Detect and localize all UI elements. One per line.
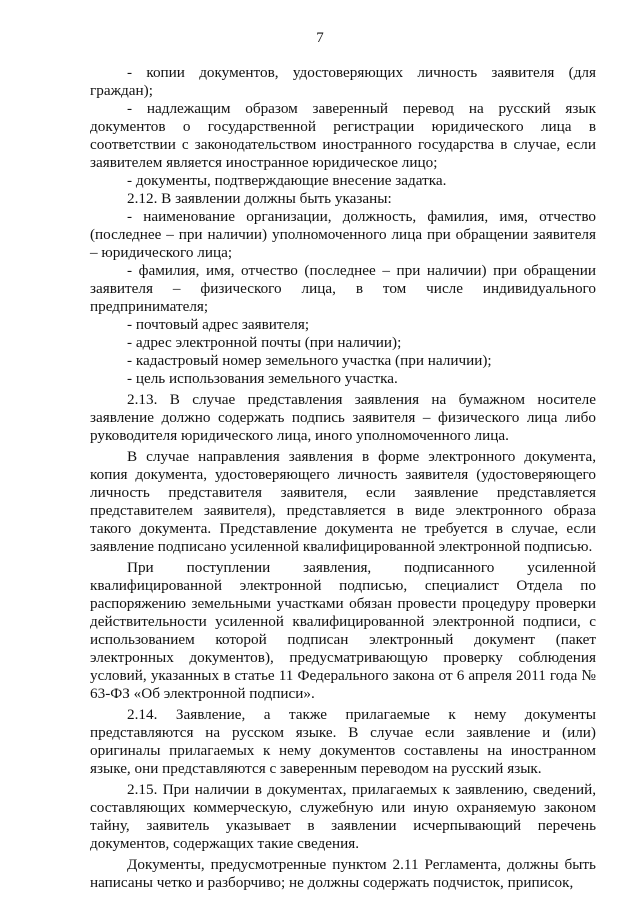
paragraph-electronic-document: В случае направления заявления в форме электронного документа, копия документа, удостоверяющего личность заявителя (удостоверяющего личность представителя заявителя, если заявление представляется представителем заявителя), представляется в виде электронного образа такого документа. Представление документа не требуется в случае, если заявление подписано усиленной квалифицированной электронной подписью. [90,448,596,555]
paragraph-email: - адрес электронной почты (при наличии); [127,334,402,351]
section-2-12-heading: 2.12. В заявлении должны быть указаны: [127,190,392,207]
paragraph-individual-name: - фамилия, имя, отчество (последнее – при наличии) при обращении заявителя – физического лица, в том числе индивидуального предпринимателя; [90,262,596,315]
section-2-13: 2.13. В случае представления заявления на бумажном носителе заявление должно содержать подпись заявителя – физического лица либо руководителя юридического лица, иного уполномоченного лица. [90,391,596,444]
section-2-14: 2.14. Заявление, а также прилагаемые к нему документы представляются на русском языке. В случае если заявление и (или) оригиналы прилагаемых к нему документов составлены на иностранном языке, они представляются с заверенным переводом на русский язык. [90,706,596,777]
paragraph-cadastral-number: - кадастровый номер земельного участка (при наличии); [127,352,492,369]
paragraph-id-copies: - копии документов, удостоверяющих личность заявителя (для граждан); [90,64,596,99]
paragraph-deposit: - документы, подтверждающие внесение задатка. [127,172,447,189]
paragraph-organization-name: - наименование организации, должность, фамилия, имя, отчество (последнее – при наличии) уполномоченного лица при обращении заявителя – юридического лица; [90,208,596,261]
section-2-15: 2.15. При наличии в документах, прилагаемых к заявлению, сведений, составляющих коммерческую, служебную или иную охраняемую законом тайну, заявитель указывает в заявлении исчерпывающий перечень документов, содержащих такие сведения. [90,781,596,852]
page-number: 7 [316,30,324,46]
paragraph-postal-address: - почтовый адрес заявителя; [127,316,310,333]
paragraph-translation: - надлежащим образом заверенный перевод на русский язык документов о государственной регистрации юридического лица в соответствии с законодательством иностранного государства в случае, если заявителем является иностранное юридическое лицо; [90,100,596,171]
paragraph-land-use: - цель использования земельного участка. [127,370,398,387]
paragraph-signature-check: При поступлении заявления, подписанного усиленной квалифицированной электронной подписью, специалист Отдела по распоряжению земельными участками обязан провести процедуру проверки действительности усиленной квалифицированной электронной подписи, с использованием которой подписан электронный документ (пакет электронных документов), предусматривающую проверку соблюдения условий, указанных в статье 11 Федерального закона от 6 апреля 2011 года № 63-ФЗ «Об электронной подписи». [90,559,596,702]
document-body [90,64,596,892]
paragraph-document-requirements: Документы, предусмотренные пунктом 2.11 Регламента, должны быть написаны четко и разборчиво; не должны содержать подчисток, приписок, [90,856,596,891]
